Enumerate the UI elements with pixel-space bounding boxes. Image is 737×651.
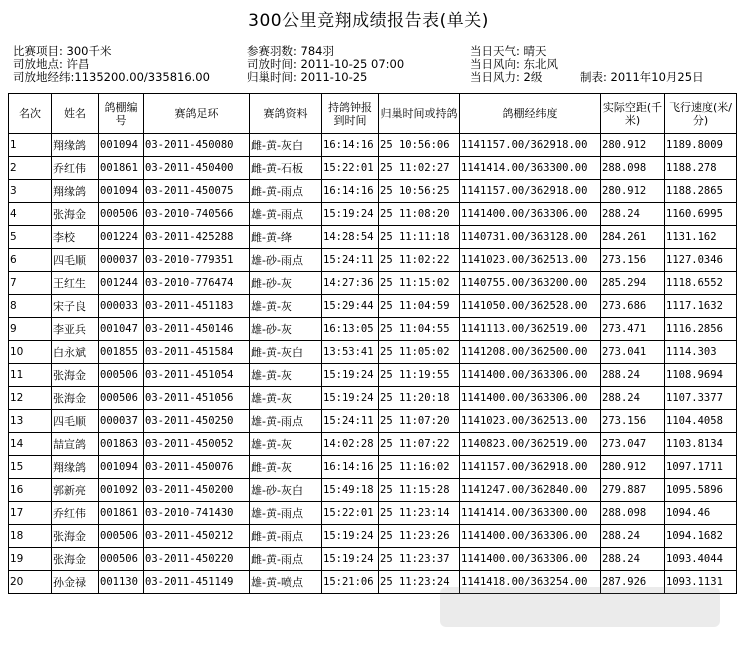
table-row	[9, 157, 737, 180]
cell-name: 翔缘鸽	[52, 180, 99, 203]
cell-arrival-time: 25 11:08:20	[379, 203, 460, 226]
cell-speed: 1188.2865	[665, 180, 737, 203]
cell-clock-time: 15:29:44	[322, 295, 379, 318]
meta-item-wind-force: 当日风力: 2级	[470, 70, 543, 84]
cell-loft-id: 000037	[99, 249, 144, 272]
cell-rank: 12	[9, 387, 52, 410]
cell-clock-time: 16:14:16	[322, 180, 379, 203]
cell-name: 翔缘鸽	[52, 456, 99, 479]
cell-distance: 280.912	[601, 180, 665, 203]
cell-name: 喆宣鸽	[52, 433, 99, 456]
cell-loft-coords: 1141400.00/363306.00	[460, 525, 601, 548]
cell-ring: 03-2011-450075	[144, 180, 250, 203]
cell-arrival-time: 25 10:56:25	[379, 180, 460, 203]
cell-speed: 1095.5896	[665, 479, 737, 502]
cell-rank: 14	[9, 433, 52, 456]
meta-left	[13, 45, 210, 84]
cell-rank: 10	[9, 341, 52, 364]
cell-name: 张海金	[52, 387, 99, 410]
cell-clock-time: 15:19:24	[322, 364, 379, 387]
cell-bird-info: 雄-黄-灰	[250, 433, 322, 456]
cell-bird-info: 雌-黄-灰	[250, 456, 322, 479]
col-header-clock-time: 持鸽钟报到时间	[322, 94, 379, 134]
col-header-speed: 飞行速度(米/分)	[665, 94, 737, 134]
cell-rank: 7	[9, 272, 52, 295]
cell-speed: 1107.3377	[665, 387, 737, 410]
cell-arrival-time: 25 11:05:02	[379, 341, 460, 364]
cell-loft-id: 000506	[99, 203, 144, 226]
cell-loft-id: 001092	[99, 479, 144, 502]
cell-bird-info: 雄-砂-雨点	[250, 249, 322, 272]
cell-loft-id: 000506	[99, 525, 144, 548]
cell-bird-info: 雌-黄-石板	[250, 157, 322, 180]
cell-clock-time: 16:14:16	[322, 456, 379, 479]
cell-arrival-time: 25 11:23:37	[379, 548, 460, 571]
cell-bird-info: 雄-黄-雨点	[250, 203, 322, 226]
cell-arrival-time: 25 11:16:02	[379, 456, 460, 479]
cell-ring: 03-2011-450052	[144, 433, 250, 456]
results-table	[8, 93, 737, 594]
cell-name: 白永斌	[52, 341, 99, 364]
cell-name: 四毛顺	[52, 410, 99, 433]
table-row	[9, 203, 737, 226]
cell-clock-time: 13:53:41	[322, 341, 379, 364]
cell-clock-time: 15:22:01	[322, 157, 379, 180]
col-header-ring: 赛鸽足环	[144, 94, 250, 134]
cell-name: 张海金	[52, 203, 99, 226]
cell-clock-time: 15:24:11	[322, 249, 379, 272]
cell-clock-time: 15:19:24	[322, 387, 379, 410]
cell-speed: 1118.6552	[665, 272, 737, 295]
cell-clock-time: 14:27:36	[322, 272, 379, 295]
cell-arrival-time: 25 11:15:28	[379, 479, 460, 502]
cell-speed: 1188.278	[665, 157, 737, 180]
cell-rank: 8	[9, 295, 52, 318]
cell-distance: 288.24	[601, 364, 665, 387]
cell-clock-time: 15:19:24	[322, 203, 379, 226]
cell-loft-id: 001094	[99, 456, 144, 479]
cell-ring: 03-2011-451056	[144, 387, 250, 410]
meta-item-return-time: 归巢时间: 2011-10-25	[247, 70, 368, 84]
cell-loft-id: 001861	[99, 502, 144, 525]
cell-ring: 03-2011-450080	[144, 134, 250, 157]
cell-bird-info: 雄-砂-灰白	[250, 479, 322, 502]
cell-loft-coords: 1141414.00/363300.00	[460, 502, 601, 525]
cell-rank: 1	[9, 134, 52, 157]
cell-arrival-time: 25 11:23:26	[379, 525, 460, 548]
cell-ring: 03-2011-450212	[144, 525, 250, 548]
cell-bird-info: 雄-黄-灰	[250, 387, 322, 410]
cell-bird-info: 雄-黄-灰	[250, 295, 322, 318]
table-row	[9, 410, 737, 433]
meta-made-date: 制表: 2011年10月25日	[580, 70, 704, 84]
cell-bird-info: 雌-黄-灰白	[250, 134, 322, 157]
cell-rank: 15	[9, 456, 52, 479]
cell-arrival-time: 25 11:23:24	[379, 571, 460, 594]
cell-bird-info: 雄-黄-灰	[250, 364, 322, 387]
cell-loft-id: 001861	[99, 157, 144, 180]
cell-bird-info: 雌-黄-雨点	[250, 525, 322, 548]
table-row	[9, 249, 737, 272]
cell-loft-coords: 1141208.00/362500.00	[460, 341, 601, 364]
cell-arrival-time: 25 11:11:18	[379, 226, 460, 249]
table-row	[9, 341, 737, 364]
cell-clock-time: 16:13:05	[322, 318, 379, 341]
cell-arrival-time: 25 10:56:06	[379, 134, 460, 157]
cell-rank: 16	[9, 479, 52, 502]
cell-bird-info: 雌-砂-灰	[250, 272, 322, 295]
cell-loft-coords: 1140731.00/363128.00	[460, 226, 601, 249]
cell-distance: 284.261	[601, 226, 665, 249]
report-title: 300公里竞翔成绩报告表(单关)	[248, 11, 489, 31]
cell-ring: 03-2011-450076	[144, 456, 250, 479]
cell-clock-time: 15:21:06	[322, 571, 379, 594]
cell-name: 乔红伟	[52, 157, 99, 180]
table-row	[9, 295, 737, 318]
cell-ring: 03-2011-425288	[144, 226, 250, 249]
meta-item-entries: 参赛羽数: 784羽	[247, 44, 334, 58]
cell-speed: 1116.2856	[665, 318, 737, 341]
cell-clock-time: 15:24:11	[322, 410, 379, 433]
table-header	[9, 94, 737, 134]
cell-bird-info: 雌-黄-雨点	[250, 548, 322, 571]
meta-item-weather: 当日天气: 晴天	[470, 44, 547, 58]
cell-loft-id: 001863	[99, 433, 144, 456]
cell-loft-coords: 1141400.00/363306.00	[460, 203, 601, 226]
cell-rank: 17	[9, 502, 52, 525]
cell-rank: 18	[9, 525, 52, 548]
cell-speed: 1094.1682	[665, 525, 737, 548]
cell-rank: 20	[9, 571, 52, 594]
cell-ring: 03-2010-740566	[144, 203, 250, 226]
cell-name: 宋子良	[52, 295, 99, 318]
cell-ring: 03-2011-450200	[144, 479, 250, 502]
col-header-arrival-time: 归巢时间或持鸽	[379, 94, 460, 134]
cell-arrival-time: 25 11:02:27	[379, 157, 460, 180]
cell-clock-time: 16:14:16	[322, 134, 379, 157]
cell-speed: 1104.4058	[665, 410, 737, 433]
meta-item-race: 比赛项目: 300千米	[13, 44, 112, 58]
table-row	[9, 502, 737, 525]
cell-loft-id: 000506	[99, 387, 144, 410]
cell-distance: 288.098	[601, 157, 665, 180]
cell-loft-coords: 1141113.00/362519.00	[460, 318, 601, 341]
cell-bird-info: 雌-黄-绛	[250, 226, 322, 249]
cell-loft-id: 000037	[99, 410, 144, 433]
cell-rank: 9	[9, 318, 52, 341]
cell-distance: 287.926	[601, 571, 665, 594]
cell-bird-info: 雄-黄-雨点	[250, 502, 322, 525]
cell-distance: 288.24	[601, 548, 665, 571]
table-row	[9, 479, 737, 502]
cell-loft-coords: 1141157.00/362918.00	[460, 180, 601, 203]
table-row	[9, 571, 737, 594]
cell-loft-coords: 1141050.00/362528.00	[460, 295, 601, 318]
cell-ring: 03-2011-451584	[144, 341, 250, 364]
cell-bird-info: 雌-黄-灰白	[250, 341, 322, 364]
cell-arrival-time: 25 11:07:22	[379, 433, 460, 456]
cell-ring: 03-2010-741430	[144, 502, 250, 525]
cell-loft-coords: 1141414.00/363300.00	[460, 157, 601, 180]
table-row	[9, 364, 737, 387]
cell-ring: 03-2011-450400	[144, 157, 250, 180]
cell-speed: 1093.4044	[665, 548, 737, 571]
cell-loft-id: 000506	[99, 548, 144, 571]
cell-loft-coords: 1141157.00/362918.00	[460, 134, 601, 157]
cell-loft-coords: 1141157.00/362918.00	[460, 456, 601, 479]
cell-name: 李校	[52, 226, 99, 249]
cell-rank: 3	[9, 180, 52, 203]
table-body	[9, 134, 737, 594]
cell-loft-coords: 1140823.00/362519.00	[460, 433, 601, 456]
cell-clock-time: 15:19:24	[322, 548, 379, 571]
table-row	[9, 134, 737, 157]
cell-name: 郭新亮	[52, 479, 99, 502]
cell-loft-coords: 1141418.00/363254.00	[460, 571, 601, 594]
cell-loft-coords: 1141400.00/363306.00	[460, 364, 601, 387]
cell-bird-info: 雄-黄-喷点	[250, 571, 322, 594]
cell-loft-id: 001855	[99, 341, 144, 364]
cell-rank: 2	[9, 157, 52, 180]
table-row	[9, 272, 737, 295]
cell-distance: 285.294	[601, 272, 665, 295]
cell-speed: 1117.1632	[665, 295, 737, 318]
table-row	[9, 548, 737, 571]
table-row	[9, 525, 737, 548]
cell-ring: 03-2010-779351	[144, 249, 250, 272]
table-row	[9, 433, 737, 456]
cell-speed: 1108.9694	[665, 364, 737, 387]
cell-arrival-time: 25 11:02:22	[379, 249, 460, 272]
cell-clock-time: 14:02:28	[322, 433, 379, 456]
cell-rank: 13	[9, 410, 52, 433]
cell-name: 张海金	[52, 525, 99, 548]
cell-name: 王红生	[52, 272, 99, 295]
cell-name: 张海金	[52, 364, 99, 387]
cell-distance: 273.156	[601, 410, 665, 433]
cell-distance: 273.471	[601, 318, 665, 341]
cell-name: 孙金禄	[52, 571, 99, 594]
cell-arrival-time: 25 11:20:18	[379, 387, 460, 410]
cell-rank: 4	[9, 203, 52, 226]
meta-item-wind-direction: 当日风向: 东北风	[470, 57, 559, 71]
cell-rank: 11	[9, 364, 52, 387]
col-header-bird-info: 赛鸽资料	[250, 94, 322, 134]
col-header-loft-id: 鸽棚编号	[99, 94, 144, 134]
cell-loft-coords: 1141023.00/362513.00	[460, 410, 601, 433]
cell-clock-time: 14:28:54	[322, 226, 379, 249]
meta-mid	[247, 45, 404, 84]
cell-name: 乔红伟	[52, 502, 99, 525]
col-header-name: 姓名	[52, 94, 99, 134]
cell-name: 李亚兵	[52, 318, 99, 341]
cell-speed: 1114.303	[665, 341, 737, 364]
table-row	[9, 318, 737, 341]
meta-right	[470, 45, 558, 84]
cell-loft-id: 001094	[99, 180, 144, 203]
cell-distance: 273.686	[601, 295, 665, 318]
cell-ring: 03-2011-450220	[144, 548, 250, 571]
cell-distance: 279.887	[601, 479, 665, 502]
cell-speed: 1103.8134	[665, 433, 737, 456]
cell-loft-id: 001224	[99, 226, 144, 249]
meta-item-release-place: 司放地点: 许昌	[13, 57, 90, 71]
cell-speed: 1189.8009	[665, 134, 737, 157]
table-row	[9, 180, 737, 203]
cell-loft-coords: 1140755.00/363200.00	[460, 272, 601, 295]
cell-ring: 03-2011-451183	[144, 295, 250, 318]
cell-loft-coords: 1141400.00/363306.00	[460, 387, 601, 410]
cell-arrival-time: 25 11:23:14	[379, 502, 460, 525]
cell-ring: 03-2011-451149	[144, 571, 250, 594]
cell-speed: 1127.0346	[665, 249, 737, 272]
cell-arrival-time: 25 11:15:02	[379, 272, 460, 295]
table-row	[9, 456, 737, 479]
cell-clock-time: 15:22:01	[322, 502, 379, 525]
cell-arrival-time: 25 11:19:55	[379, 364, 460, 387]
cell-rank: 6	[9, 249, 52, 272]
meta-item-release-coords: 司放地经纬:1135200.00/335816.00	[13, 70, 210, 84]
col-header-loft-coords: 鸽棚经纬度	[460, 94, 601, 134]
cell-speed: 1160.6995	[665, 203, 737, 226]
cell-clock-time: 15:19:24	[322, 525, 379, 548]
cell-name: 翔缘鸽	[52, 134, 99, 157]
cell-arrival-time: 25 11:04:55	[379, 318, 460, 341]
col-header-distance: 实际空距(千米)	[601, 94, 665, 134]
cell-name: 四毛顺	[52, 249, 99, 272]
cell-rank: 19	[9, 548, 52, 571]
cell-loft-id: 001094	[99, 134, 144, 157]
cell-arrival-time: 25 11:07:20	[379, 410, 460, 433]
cell-loft-id: 001244	[99, 272, 144, 295]
cell-loft-coords: 1141023.00/362513.00	[460, 249, 601, 272]
cell-distance: 280.912	[601, 456, 665, 479]
cell-ring: 03-2011-450146	[144, 318, 250, 341]
cell-distance: 288.098	[601, 502, 665, 525]
cell-distance: 273.041	[601, 341, 665, 364]
cell-loft-id: 001047	[99, 318, 144, 341]
cell-rank: 5	[9, 226, 52, 249]
table-row	[9, 387, 737, 410]
cell-ring: 03-2011-450250	[144, 410, 250, 433]
cell-name: 张海金	[52, 548, 99, 571]
cell-distance: 273.047	[601, 433, 665, 456]
cell-loft-id: 000506	[99, 364, 144, 387]
cell-speed: 1094.46	[665, 502, 737, 525]
table-row	[9, 226, 737, 249]
cell-ring: 03-2011-451054	[144, 364, 250, 387]
cell-loft-coords: 1141400.00/363306.00	[460, 548, 601, 571]
col-header-rank: 名次	[9, 94, 52, 134]
cell-clock-time: 15:49:18	[322, 479, 379, 502]
cell-distance: 280.912	[601, 134, 665, 157]
cell-distance: 288.24	[601, 203, 665, 226]
cell-speed: 1093.1131	[665, 571, 737, 594]
cell-distance: 288.24	[601, 387, 665, 410]
cell-loft-id: 000033	[99, 295, 144, 318]
cell-ring: 03-2010-776474	[144, 272, 250, 295]
cell-bird-info: 雄-砂-灰	[250, 318, 322, 341]
cell-bird-info: 雌-黄-雨点	[250, 180, 322, 203]
cell-arrival-time: 25 11:04:59	[379, 295, 460, 318]
cell-distance: 273.156	[601, 249, 665, 272]
cell-bird-info: 雄-黄-雨点	[250, 410, 322, 433]
cell-speed: 1097.1711	[665, 456, 737, 479]
cell-speed: 1131.162	[665, 226, 737, 249]
cell-loft-coords: 1141247.00/362840.00	[460, 479, 601, 502]
meta-item-release-time: 司放时间: 2011-10-25 07:00	[247, 57, 405, 71]
cell-loft-id: 001130	[99, 571, 144, 594]
cell-distance: 288.24	[601, 525, 665, 548]
